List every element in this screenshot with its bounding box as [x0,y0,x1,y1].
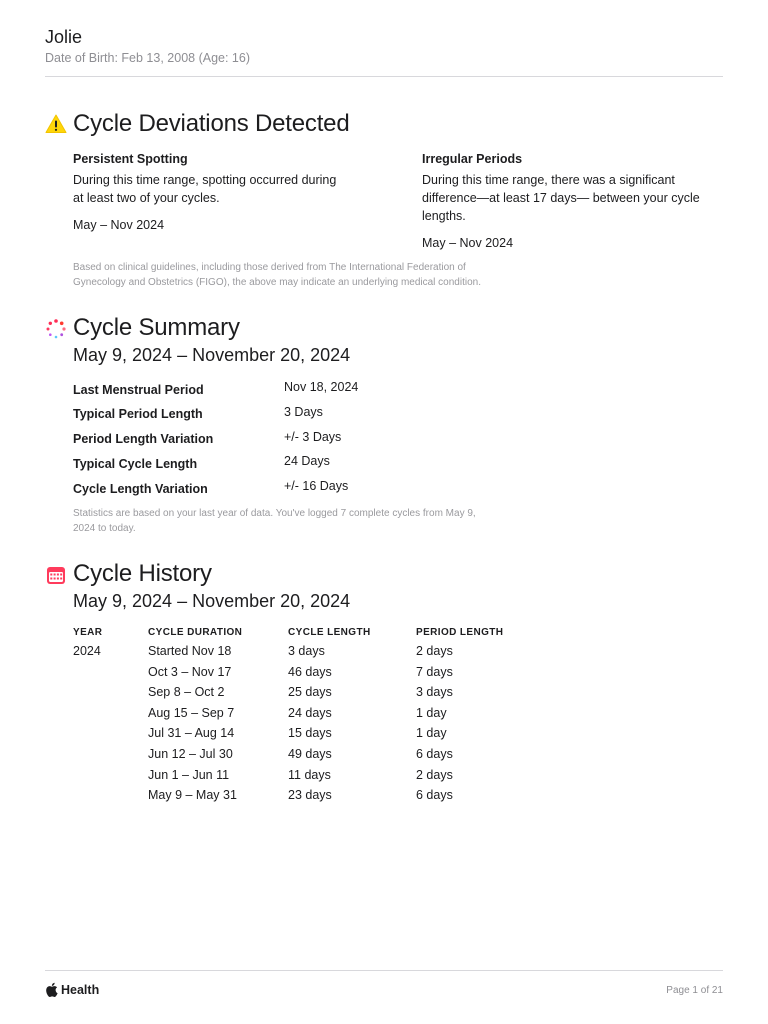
summary-label-period-length: Typical Period Length [73,407,203,421]
history-cell-duration: Aug 15 – Sep 7 [148,705,235,720]
history-cell-cycle-length: 11 days [288,767,331,782]
header-divider [45,76,723,77]
history-cell-period-length: 3 days [416,685,453,700]
history-header-year: YEAR [73,627,103,638]
footer-brand-label: Health [61,982,100,997]
history-cell-duration: Sep 8 – Oct 2 [148,685,225,700]
deviations-note-line1: Based on clinical guidelines, including those derived from The International Federation of [73,262,466,273]
history-cell-duration: Jul 31 – Aug 14 [148,726,235,741]
deviation-irregular-text-line3: lengths. [422,209,466,223]
history-cell-cycle-length: 23 days [288,788,332,803]
patient-name: Jolie [45,27,83,47]
summary-label-cycle-variation: Cycle Length Variation [73,482,208,496]
deviation-spotting-range: May – Nov 2024 [73,218,165,232]
history-cell-duration: Oct 3 – Nov 17 [148,664,232,679]
summary-note-line1: Statistics are based on your last year of data. You've logged 7 complete cycles from May 9, [73,508,476,519]
history-cell-period-length: 7 days [416,664,453,679]
history-cell-cycle-length: 24 days [288,705,332,720]
history-cell-duration: Started Nov 18 [148,644,232,658]
summary-title: Cycle Summary [73,314,240,341]
deviation-spotting-text-line1: During this time range, spotting occurred during [73,173,337,187]
summary-value-cycle-length: 24 Days [284,454,330,468]
history-cell-period-length: 2 days [416,644,453,658]
summary-note-line2: 2024 to today. [73,523,136,534]
deviation-irregular-title: Irregular Periods [422,152,523,166]
deviations-note-line2: Gynecology and Obstetrics (FIGO), the above may indicate an underlying medical condition. [73,277,481,288]
summary-date-range: May 9, 2024 – November 20, 2024 [73,345,351,365]
summary-value-period-variation: +/- 3 Days [284,430,342,444]
footer-divider [45,970,723,971]
history-cell-duration: May 9 – May 31 [148,788,237,803]
history-header-duration: CYCLE DURATION [148,627,243,638]
deviation-spotting-text-line2: at least two of your cycles. [73,191,220,205]
summary-label-last-period: Last Menstrual Period [73,383,204,397]
footer-brand [45,982,99,997]
date-of-birth: Date of Birth: Feb 13, 2008 (Age: 16) [45,51,250,65]
history-header-period-length: PERIOD LENGTH [416,627,504,638]
history-cell-cycle-length: 46 days [288,664,332,679]
history-cell-period-length: 1 day [416,726,447,741]
deviation-irregular-text-line2: difference—at least 17 days— between your cycle [422,191,700,205]
cycle-dots-icon [45,318,67,340]
page-number: Page 1 of 21 [666,985,723,996]
history-cell-duration: Jun 12 – Jul 30 [148,747,233,761]
history-cell-year: 2024 [73,644,101,658]
history-title: Cycle History [73,560,212,587]
summary-value-period-length: 3 Days [284,405,323,419]
history-date-range: May 9, 2024 – November 20, 2024 [73,591,351,611]
deviations-title: Cycle Deviations Detected [73,110,350,137]
history-cell-period-length: 2 days [416,767,453,782]
summary-label-cycle-length: Typical Cycle Length [73,457,198,471]
history-cell-cycle-length: 25 days [288,685,332,700]
history-cell-cycle-length: 49 days [288,747,332,761]
deviation-irregular-range: May – Nov 2024 [422,236,514,250]
history-cell-period-length: 1 day [416,705,447,720]
warning-icon [45,113,67,135]
history-cell-duration: Jun 1 – Jun 11 [148,767,230,782]
deviation-irregular-text-line1: During this time range, there was a significant [422,173,675,187]
history-cell-period-length: 6 days [416,788,453,803]
summary-label-period-variation: Period Length Variation [73,432,214,446]
history-header-cycle-length: CYCLE LENGTH [288,627,371,638]
history-cell-cycle-length: 3 days [288,644,325,658]
summary-value-cycle-variation: +/- 16 Days [284,479,349,493]
apple-logo-icon [45,982,58,997]
calendar-icon [45,564,67,586]
history-cell-cycle-length: 15 days [288,726,332,741]
history-cell-period-length: 6 days [416,747,453,761]
deviation-spotting-title: Persistent Spotting [73,152,188,166]
summary-value-last-period: Nov 18, 2024 [284,380,359,394]
